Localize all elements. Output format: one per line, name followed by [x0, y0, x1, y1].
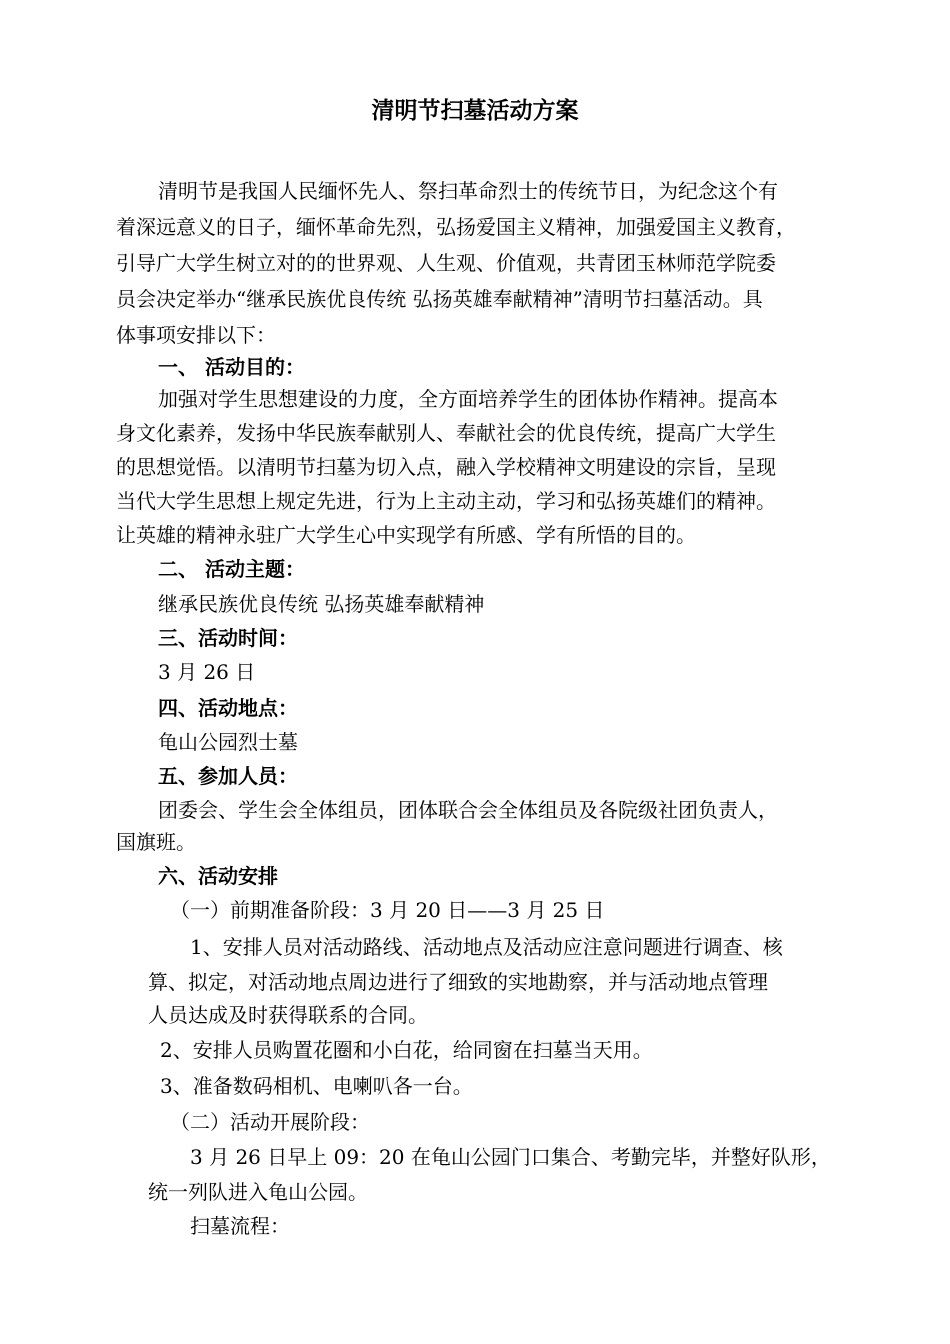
section-heading-location: 四、活动地点： [158, 696, 298, 720]
phase-prep-heading: （一）前期准备阶段：3 月 20 日——3 月 25 日 [170, 898, 605, 922]
section-heading-time: 三、活动时间： [158, 626, 298, 650]
section-heading-participants: 五、参加人员： [158, 764, 298, 788]
location-text: 龟山公园烈士墓 [158, 730, 298, 754]
section-heading-purpose: 一、 活动目的： [158, 355, 305, 379]
purpose-line: 身文化素养，发扬中华民族奉献别人、奉献社会的优良传统，提高广大学生 [116, 421, 776, 445]
gather-line: 统一列队进入龟山公园。 [148, 1180, 368, 1204]
purpose-line: 让英雄的精神永驻广大学生心中实现学有所感、学有所悟的目的。 [116, 523, 696, 547]
purpose-line: 当代大学生思想上规定先进，行为上主动主动，学习和弘扬英雄们的精神。 [116, 489, 776, 513]
prep-item-1-line: 算、拟定，对活动地点周边进行了细致的实地勘察，并与活动地点管理 [148, 970, 768, 994]
prep-item-1-line: 1、安排人员对活动路线、活动地点及活动应注意问题进行调查、核 [190, 935, 783, 959]
process-heading: 扫墓流程： [190, 1214, 290, 1238]
prep-item-1-line: 人员达成及时获得联系的合同。 [148, 1003, 428, 1027]
intro-line: 员会决定举办“继承民族优良传统 弘扬英雄奉献精神”清明节扫墓活动。具 [116, 287, 763, 311]
phase-execution-heading: （二）活动开展阶段： [170, 1110, 370, 1134]
document-title: 清明节扫墓活动方案 [371, 97, 579, 124]
intro-line: 清明节是我国人民缅怀先人、祭扫革命烈士的传统节日，为纪念这个有 [158, 179, 778, 203]
section-heading-arrangement: 六、活动安排 [158, 864, 278, 888]
intro-line: 引导广大学生树立对的的世界观、人生观、价值观，共青团玉林师范学院委 [116, 251, 776, 275]
participants-line: 国旗班。 [116, 830, 196, 854]
purpose-line: 加强对学生思想建设的力度，全方面培养学生的团体协作精神。提高本 [158, 387, 778, 411]
section-heading-theme: 二、 活动主题： [158, 557, 305, 581]
prep-item-3: 3、准备数码相机、电喇叭各一台。 [160, 1074, 473, 1098]
participants-line: 团委会、学生会全体组员，团体联合会全体组员及各院级社团负责人， [158, 798, 778, 822]
prep-item-2: 2、安排人员购置花圈和小白花，给同窗在扫墓当天用。 [160, 1038, 653, 1062]
intro-line: 着深远意义的日子，缅怀革命先烈，弘扬爱国主义精神，加强爱国主义教育， [116, 215, 796, 239]
theme-text: 继承民族优良传统 弘扬英雄奉献精神 [158, 592, 485, 616]
time-text: 3 月 26 日 [158, 660, 256, 684]
gather-line: 3 月 26 日早上 09：20 在龟山公园门口集合、考勤完毕，并整好队形， [190, 1145, 831, 1169]
purpose-line: 的思想觉悟。以清明节扫墓为切入点，融入学校精神文明建设的宗旨，呈现 [116, 455, 776, 479]
intro-line: 体事项安排以下： [116, 323, 276, 347]
